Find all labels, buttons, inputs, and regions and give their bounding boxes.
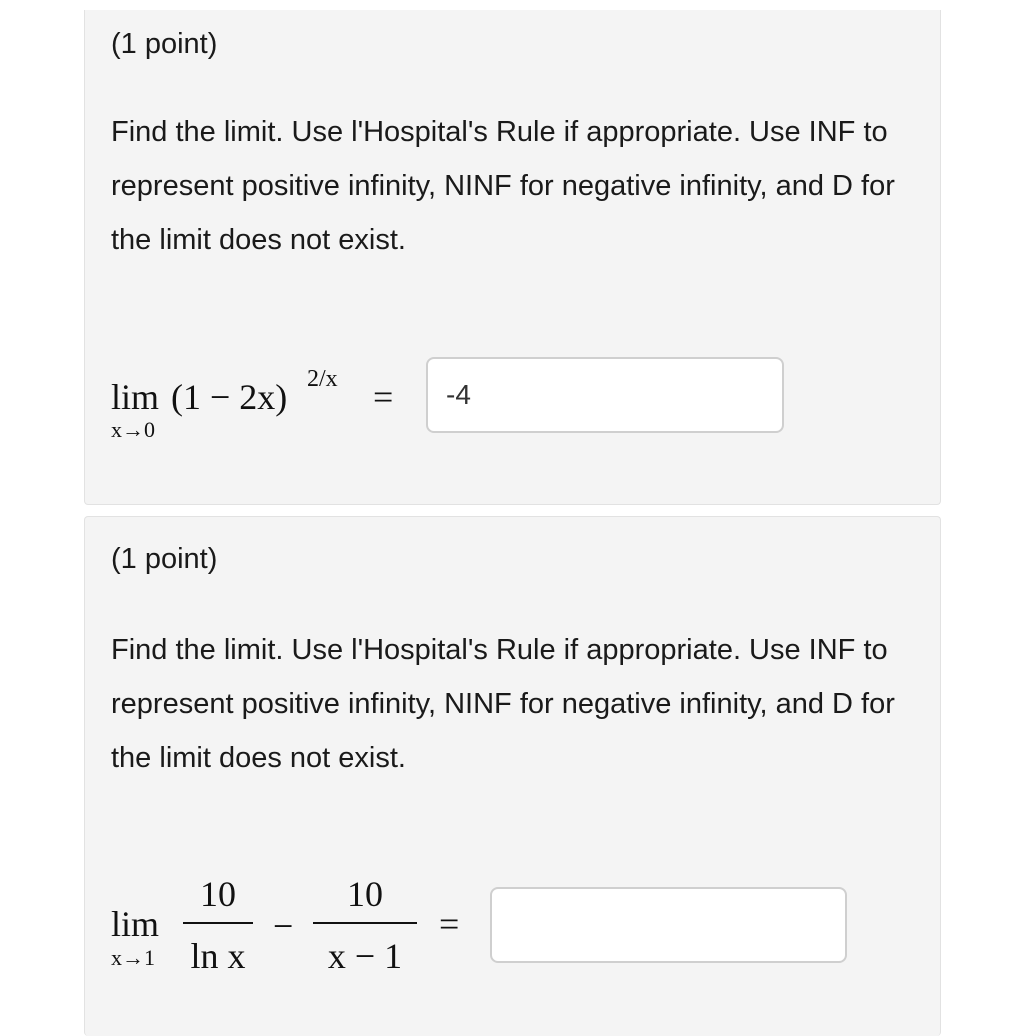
fraction-1-denominator: ln x — [190, 936, 246, 976]
problem-prompt: Find the limit. Use l'Hospital's Rule if appropriate. Use INF to represent positive infinity, NINF for negative infinity, and D for the limit does not exist. — [111, 634, 895, 774]
lim-subscript: x→1 — [111, 945, 155, 970]
problem-card-1 — [84, 10, 941, 505]
points-label: (1 point) — [111, 543, 218, 575]
fraction-1-bar — [183, 922, 253, 924]
minus-sign: − — [273, 906, 294, 946]
expression-exponent: 2/x — [307, 366, 338, 392]
answer-input[interactable]: -4 — [426, 357, 784, 433]
expression-base: (1 − 2x) — [171, 377, 288, 417]
lim-word: lim — [111, 904, 160, 944]
lim-subscript: x→0 — [111, 417, 155, 442]
fraction-2-bar — [313, 922, 417, 924]
problem-prompt: Find the limit. Use l'Hospital's Rule if appropriate. Use INF to represent positive infinity, NINF for negative infinity, and D for the limit does not exist. — [111, 116, 895, 256]
fraction-2-denominator: x − 1 — [327, 936, 403, 976]
equals-sign: = — [373, 377, 394, 417]
equals-sign: = — [439, 904, 460, 944]
lim-word: lim — [111, 377, 160, 417]
problem-card-2 — [84, 516, 941, 1036]
answer-input[interactable] — [490, 887, 847, 963]
fraction-1-numerator: 10 — [200, 874, 236, 914]
points-label: (1 point) — [111, 28, 218, 60]
fraction-2-numerator: 10 — [347, 874, 383, 914]
